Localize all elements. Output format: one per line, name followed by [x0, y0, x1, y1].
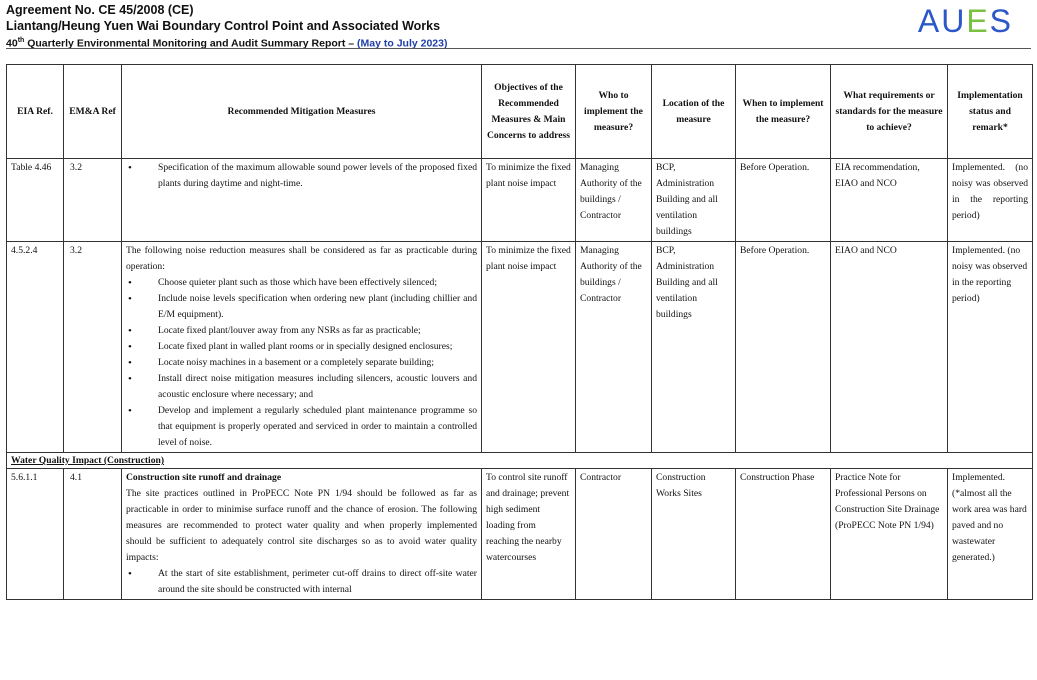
row2-bullet: • Locate fixed plant in walled plant rooms or in specially designed enclosures;	[158, 339, 477, 355]
col-who: Who to implement the measure?	[576, 65, 652, 159]
row1-when: Before Operation.	[736, 159, 831, 242]
row2-bullet: • Locate fixed plant/louver away from any NSRs as far as practicable;	[158, 323, 477, 339]
header-rule	[6, 48, 1031, 49]
row2-status: Implemented. (no noisy was observed in the reporting period)	[948, 242, 1033, 453]
row3-location: Construction Works Sites	[652, 469, 736, 600]
row2-bullet: • Locate noisy machines in a basement or a completely separate building;	[158, 355, 477, 371]
row1-bullet: • Specification of the maximum allowable sound power levels of the proposed fixed plants during daytime and night-time.	[158, 160, 477, 192]
row2-objective: To minimize the fixed plant noise impact	[482, 242, 576, 453]
col-requirements: What requirements or standards for the measure to achieve?	[831, 65, 948, 159]
col-status: Implementation status and remark*	[948, 65, 1033, 159]
row2-intro: The following noise reduction measures shall be considered as far as practicable during operation:	[126, 245, 477, 272]
row2-eia: 4.5.2.4	[7, 242, 64, 453]
row3-objective: To control site runoff and drainage; prevent high sediment loading from reaching the nearby watercourses	[482, 469, 576, 600]
report-number-suffix: th	[17, 37, 25, 44]
aues-logo	[918, 2, 1013, 40]
section-title: Water Quality Impact (Construction)	[7, 453, 1033, 469]
row3-req: Practice Note for Professional Persons on Construction Site Drainage (ProPECC Note PN 1/94)	[831, 469, 948, 600]
row3-who: Contractor	[576, 469, 652, 600]
table-row	[7, 159, 1033, 242]
report-period: (May to July 2023)	[357, 37, 448, 50]
row1-eia: Table 4.46	[7, 159, 64, 242]
row1-ema: 3.2	[64, 159, 122, 242]
row2-ema: 3.2	[64, 242, 122, 453]
row3-body: The site practices outlined in ProPECC Note PN 1/94 should be followed as far as practicable in order to minimise surface runoff and the chance of erosion. The following measures are recommended to protect water quality and when properly implemented should be sufficient to adequately control site discharges so as to avoid water quality impacts:	[126, 488, 477, 563]
row2-bullet: • Install direct noise mitigation measures including silencers, acoustic louvers and acoustic enclosure where necessary; and	[158, 371, 477, 403]
row1-req: EIA recommendation, EIAO and NCO	[831, 159, 948, 242]
row3-ema: 4.1	[64, 469, 122, 600]
table-header-row	[7, 65, 1033, 159]
row2-req: EIAO and NCO	[831, 242, 948, 453]
row2-who: Managing Authority of the buildings / Contractor	[576, 242, 652, 453]
table-row	[7, 242, 1033, 453]
row2-bullet: • Include noise levels specification when ordering new plant (including chillier and E/M equipment).	[158, 291, 477, 323]
row2-bullet: • Choose quieter plant such as those which have been effectively silenced;	[158, 275, 477, 291]
report-text: Quarterly Environmental Monitoring and Audit Summary Report –	[24, 37, 358, 50]
row3-eia: 5.6.1.1	[7, 469, 64, 600]
document-header	[6, 2, 447, 51]
row3-title: Construction site runoff and drainage	[126, 472, 282, 483]
project-title: Liantang/Heung Yuen Wai Boundary Control Point and Associated Works	[6, 19, 441, 33]
row2-measure	[122, 242, 482, 453]
report-number: 40	[6, 37, 18, 50]
logo-s: S	[989, 3, 1013, 39]
col-objectives: Objectives of the Recommended Measures & Main Concerns to address	[482, 65, 576, 159]
row1-measure	[122, 159, 482, 242]
mitigation-table	[6, 64, 1033, 600]
row3-bullet: • At the start of site establishment, perimeter cut-off drains to direct off-site water around the site should be constructed with internal	[158, 566, 477, 598]
row1-status: Implemented. (no noisy was observed in the reporting period)	[948, 159, 1033, 242]
table-row	[7, 469, 1033, 600]
logo-e: E	[966, 3, 990, 39]
col-when: When to implement the measure?	[736, 65, 831, 159]
section-row	[7, 453, 1033, 469]
row2-when: Before Operation.	[736, 242, 831, 453]
logo-au: AU	[917, 3, 967, 39]
agreement-number: Agreement No. CE 45/2008 (CE)	[6, 3, 194, 17]
col-eia-ref: EIA Ref.	[7, 65, 64, 159]
col-measures: Recommended Mitigation Measures	[122, 65, 482, 159]
row1-objective: To minimize the fixed plant noise impact	[482, 159, 576, 242]
row3-when: Construction Phase	[736, 469, 831, 600]
row1-location: BCP, Administration Building and all ventilation buildings	[652, 159, 736, 242]
row1-who: Managing Authority of the buildings / Contractor	[576, 159, 652, 242]
col-location: Location of the measure	[652, 65, 736, 159]
row3-measure	[122, 469, 482, 600]
row3-status: Implemented. (*almost all the work area was hard paved and no wastewater generated.)	[948, 469, 1033, 600]
row2-bullet: • Develop and implement a regularly scheduled plant maintenance programme so that equipment is properly operated and serviced in order to maintain a controlled level of noise.	[158, 403, 477, 451]
col-ema-ref: EM&A Ref	[64, 65, 122, 159]
row2-bullet-list	[126, 275, 477, 451]
row2-location: BCP, Administration Building and all ventilation buildings	[652, 242, 736, 453]
